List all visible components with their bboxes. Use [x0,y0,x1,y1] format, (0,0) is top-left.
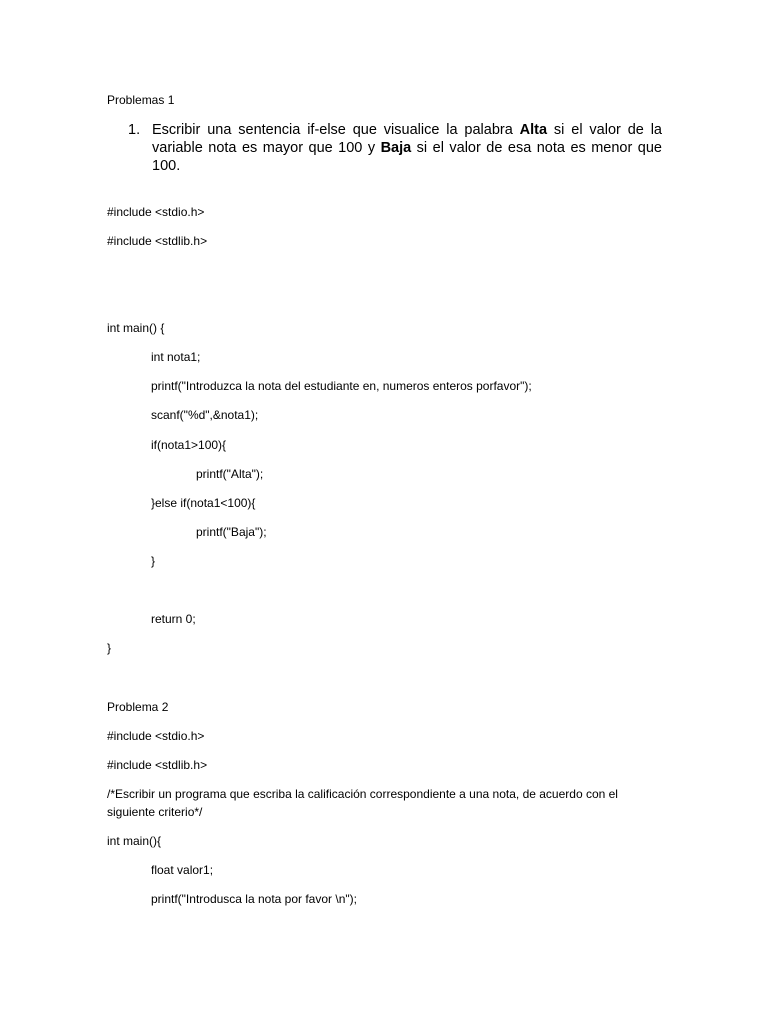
statement-text: Escribir una sentencia if-else que visualice la palabra [152,122,520,138]
code-line: printf("Introdusca la nota por favor \n"); [151,892,357,906]
code-line: #include <stdio.h> [107,729,205,743]
code-comment: /*Escribir un programa que escriba la calificación correspondiente a una nota, de acuerdo con el siguiente criterio*/ [107,787,618,819]
code-line: int main(){ [107,834,162,848]
problem2-heading: Problema 2 [107,700,169,714]
code-line: printf("Introduzca la nota del estudiante en, numeros enteros porfavor"); [151,379,532,393]
code-line: if(nota1>100){ [151,438,227,452]
code-line: }else if(nota1<100){ [151,496,256,510]
statement-text: si el valor de la variable nota es mayor que 100 y [152,122,662,156]
statement-bold-baja: Baja [380,140,412,156]
code-line: printf("Baja"); [196,525,267,539]
problem1-statement [152,121,662,175]
code-line: } [151,554,156,568]
problem1-heading: Problemas 1 [107,93,175,107]
code-line: #include <stdlib.h> [107,758,208,772]
statement-text: si el valor de esa nota es menor que 100. [152,140,662,174]
list-item-number: 1. [128,122,141,138]
code-line: int nota1; [151,350,201,364]
statement-bold-alta: Alta [519,122,548,138]
code-line: #include <stdio.h> [107,205,205,219]
code-line: int main() { [107,321,165,335]
code-line: return 0; [151,612,196,626]
code-line: } [107,641,112,655]
code-line: #include <stdlib.h> [107,234,208,248]
code-line: float valor1; [151,863,214,877]
code-line: scanf("%d",&nota1); [151,408,259,422]
code-line: printf("Alta"); [196,467,264,481]
